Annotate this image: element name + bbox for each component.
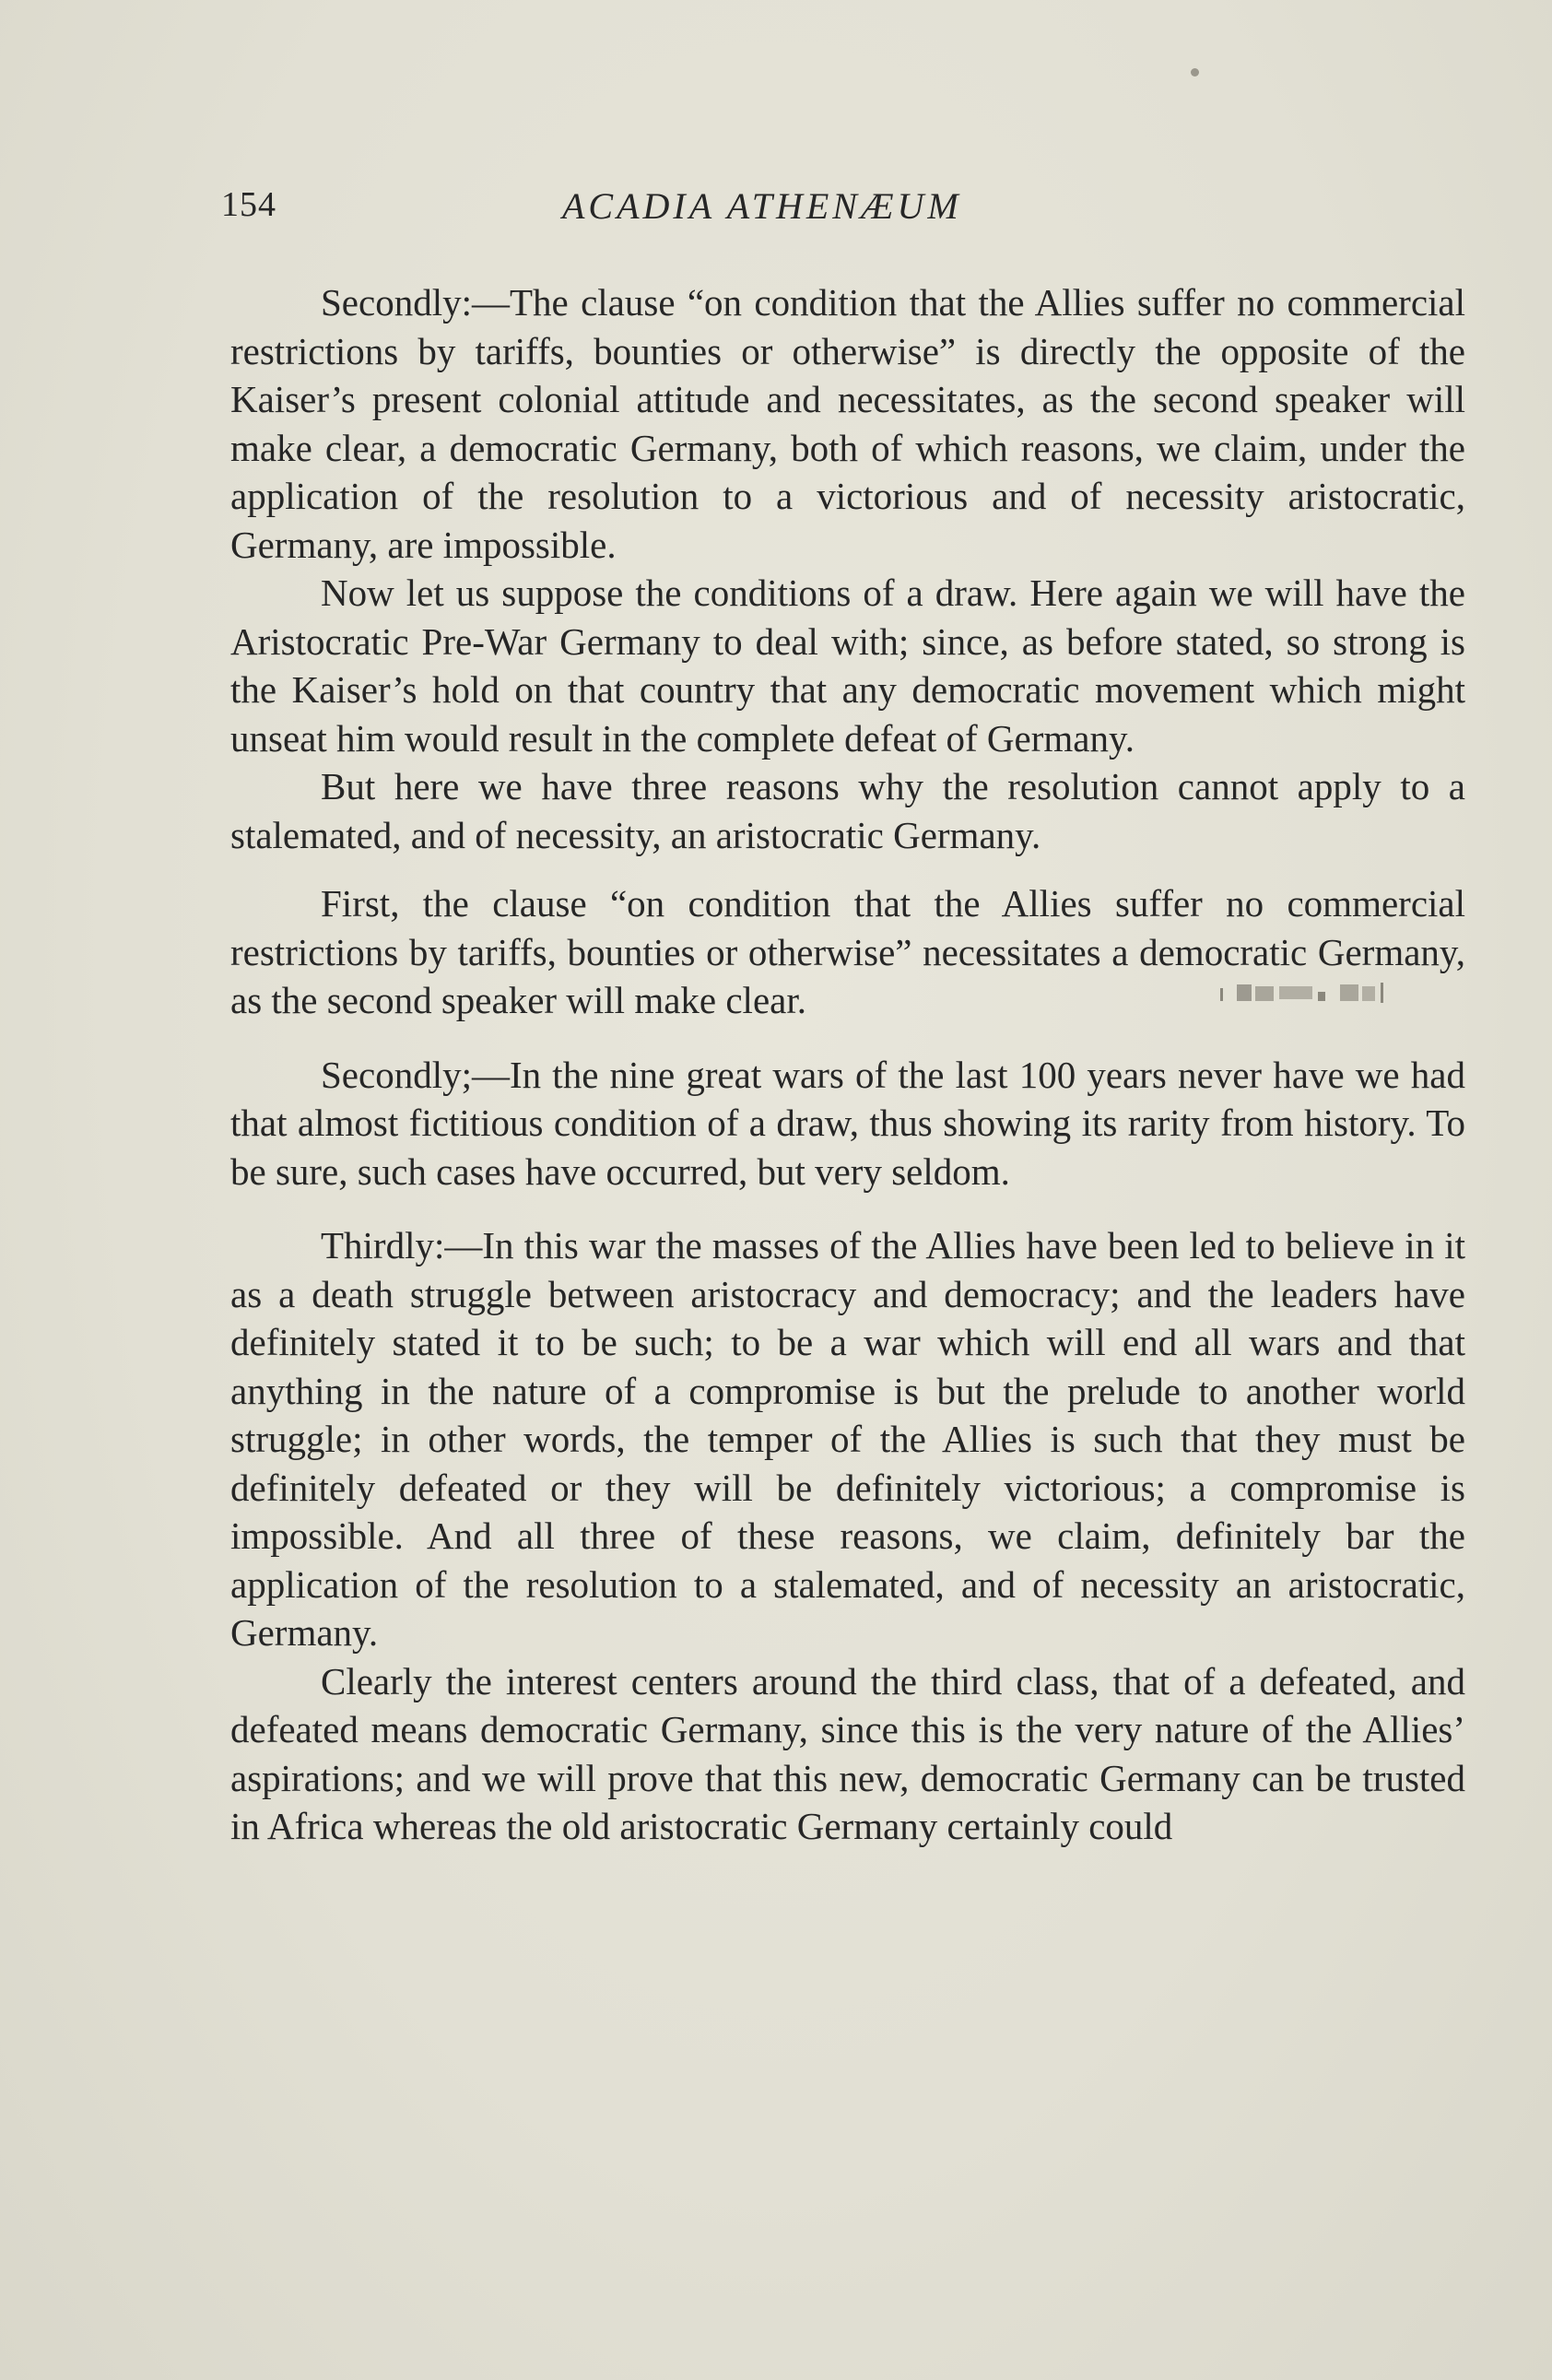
body-text — [230, 278, 1465, 1851]
paragraph: Thirdly:—In this war the masses of the Allies have been led to believe in it as a death struggle between aristocracy and democracy; and the leaders have definitely stated it to be such; to be a war which will end all wars and that anything in the nature of a compromise is but the prelude to another world struggle; in other words, the temper of the Allies is such that they must be definitely defeated or they will be definitely victorious; a compromise is impossible. And all three of these reasons, we claim, definitely bar the application of the resolution to a stalemated, and of necessity an aristocratic, Germany. — [230, 1224, 1465, 1654]
paragraph: First, the clause “on condition that the Allies suffer no commercial restrictions by tariffs, bounties or otherwise” necessitates a democratic Germany, as the second speaker will make clear. — [230, 882, 1465, 1021]
paragraph: Clearly the interest centers around the third class, that of a defeated, and defeated means democratic Germany, since this is the very nature of the Allies’ aspirations; and we will prove that this new, democratic Germany can be trusted in Africa whereas the old aristocratic Germany certainly could — [230, 1659, 1465, 1847]
paragraph: Now let us suppose the conditions of a draw. Here again we will have the Aristocratic Pre-War Germany to deal with; since, as before stated, so strong is the Kaiser’s hold on that country that any democratic movement which might unseat him would result in the complete defeat of Germany. — [230, 571, 1465, 760]
scan-artifact — [1218, 979, 1456, 1005]
page-header — [221, 184, 1465, 240]
paragraph: Secondly:—The clause “on condition that the Allies suffer no commercial restrictions by tariffs, bounties or otherwise” is directly the opposite of the Kaiser’s present colonial attitude and necessitates, as the second speaker will make clear, a democratic Germany, both of which reasons, we claim, under the application of the resolution to a victorious and of necessity aristocratic, Germany, are impossible. — [230, 281, 1465, 566]
paper-speck — [1191, 68, 1199, 77]
page-number: 154 — [221, 185, 276, 224]
paragraph: But here we have three reasons why the resolution cannot apply to a stalemated, and of necessity, an aristocratic Germany. — [230, 765, 1465, 856]
running-head: ACADIA ATHENÆUM — [562, 185, 962, 227]
paragraph: Secondly;—In the nine great wars of the last 100 years never have we had that almost fictitious condition of a draw, thus showing its rarity from history. To be sure, such cases have occurred, but very seldom. — [230, 1053, 1465, 1193]
